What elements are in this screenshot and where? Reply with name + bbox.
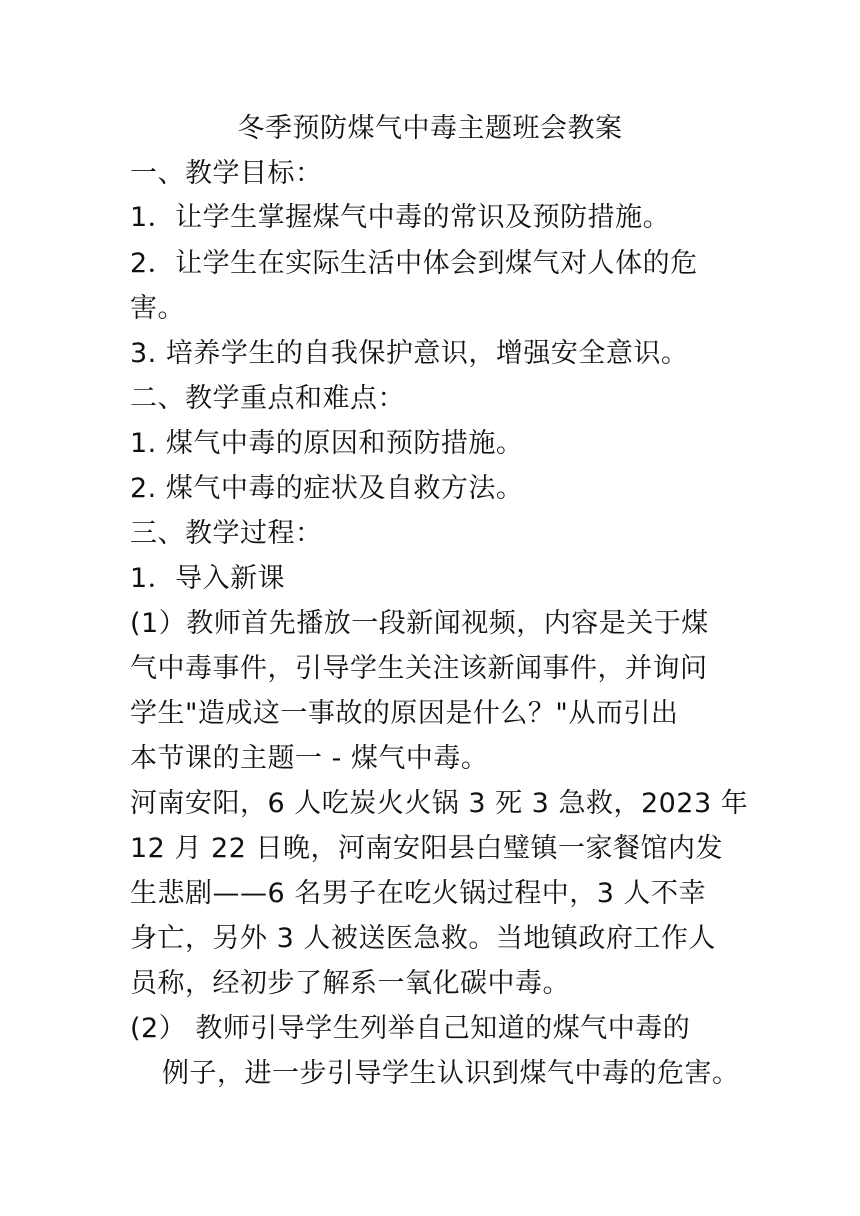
news-line: 12 月 22 日晚，河南安阳县白璧镇一家餐馆内发 [130,833,723,864]
news-line: 身亡，另外 3 人被送医急救。当地镇政府工作人 [130,923,716,954]
section-heading-key-points: 二、教学重点和难点： [130,383,405,414]
paragraph-line: 本节课的主题一 - 煤气中毒。 [130,743,489,774]
news-line: 员称，经初步了解系一氧化碳中毒。 [130,968,570,999]
paragraph-line: (1）教师首先播放一段新闻视频，内容是关于煤 [130,608,709,639]
news-line: 生悲剧——6 名男子在吃火锅过程中，3 人不幸 [130,878,707,909]
paragraph-line: 例子，进一步引导学生认识到煤气中毒的危害。 [162,1058,740,1089]
process-step-1: 1．导入新课 [130,563,286,594]
paragraph-line: 学生"造成这一事故的原因是什么？"从而引出 [130,698,679,729]
objective-1: 1．让学生掌握煤气中毒的常识及预防措施。 [130,202,671,233]
key-point-2: 2. 煤气中毒的症状及自救方法。 [130,473,524,504]
objective-2: 2．让学生在实际生活中体会到煤气对人体的危 [130,248,698,279]
news-line: 河南安阳，6 人吃炭火火锅 3 死 3 急救，2023 年 [130,788,749,819]
paragraph-line: 气中毒事件，引导学生关注该新闻事件，并询问 [130,653,708,684]
section-heading-objectives: 一、教学目标： [130,158,323,189]
section-heading-process: 三、教学过程： [130,518,323,549]
document-title: 冬季预防煤气中毒主题班会教案 [237,113,623,144]
paragraph-line: (2） 教师引导学生列举自己知道的煤气中毒的 [130,1013,691,1044]
objective-2-continued: 害。 [130,293,185,324]
objective-3: 3. 培养学生的自我保护意识，增强安全意识。 [130,338,689,369]
key-point-1: 1. 煤气中毒的原因和预防措施。 [130,428,524,459]
